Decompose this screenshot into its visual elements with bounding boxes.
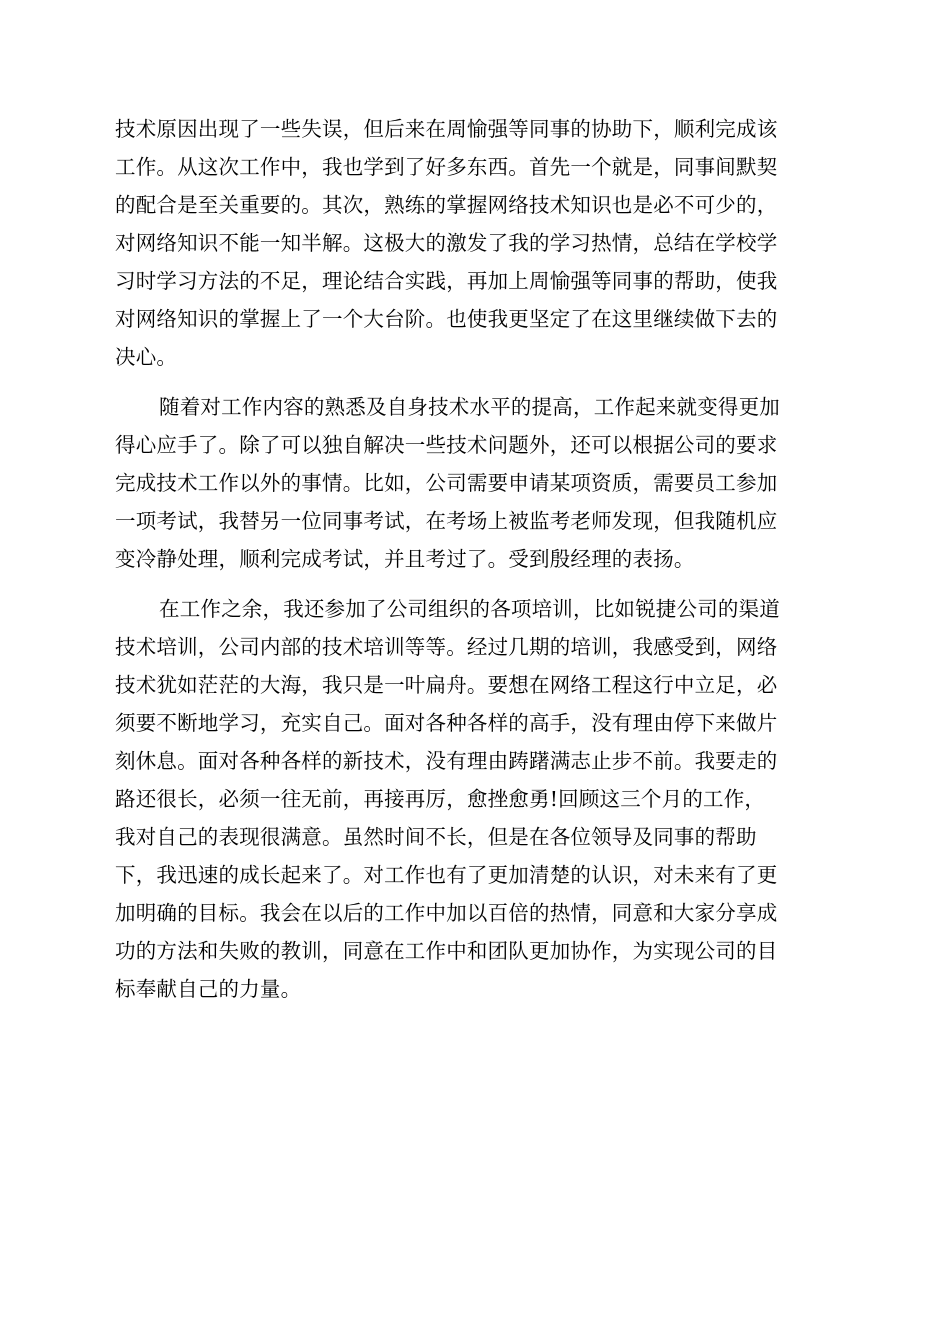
- text-line: 技术培训，公司内部的技术培训等等。经过几期的培训，我感受到，网络: [115, 635, 778, 659]
- text-line: 路还很长，必须一往无前，再接再厉，愈挫愈勇!回顾这三个月的工作，: [115, 787, 766, 811]
- text-line: 对网络知识的掌握上了一个大台阶。也使我更坚定了在这里继续做下去的: [115, 307, 778, 331]
- text-line: 决心。: [115, 345, 178, 369]
- text-line: 技术原因出现了一些失误，但后来在周愉强等同事的协助下，顺利完成该: [115, 117, 778, 141]
- paragraph-1: [115, 110, 835, 376]
- text-line: 我对自己的表现很满意。虽然时间不长，但是在各位领导及同事的帮助: [115, 825, 757, 849]
- text-line: 在工作之余，我还参加了公司组织的各项培训，比如锐捷公司的渠道: [159, 597, 780, 621]
- text-line: 的配合是至关重要的。其次，熟练的掌握网络技术知识也是必不可少的，: [115, 193, 778, 217]
- paragraph-gap: [115, 376, 835, 388]
- text-line: 完成技术工作以外的事情。比如，公司需要申请某项资质，需要员工参加: [115, 471, 778, 495]
- text-line: 刻休息。面对各种各样的新技术，没有理由踌躇满志止步不前。我要走的: [115, 749, 778, 773]
- text-line: 随着对工作内容的熟悉及自身技术水平的提高，工作起来就变得更加: [159, 395, 780, 419]
- paragraph-gap: [115, 578, 835, 590]
- text-line: 得心应手了。除了可以独自解决一些技术问题外，还可以根据公司的要求: [115, 433, 778, 457]
- text-line: 加明确的目标。我会在以后的工作中加以百倍的热情，同意和大家分享成: [115, 901, 778, 925]
- text-line: 对网络知识不能一知半解。这极大的激发了我的学习热情，总结在学校学: [115, 231, 778, 255]
- paragraph-3: [115, 590, 835, 1008]
- text-line: 技术犹如茫茫的大海，我只是一叶扁舟。要想在网络工程这行中立足，必: [115, 673, 778, 697]
- text-line: 一项考试，我替另一位同事考试，在考场上被监考老师发现，但我随机应: [115, 509, 778, 533]
- text-line: 工作。从这次工作中，我也学到了好多东西。首先一个就是，同事间默契: [115, 155, 778, 179]
- text-line: 功的方法和失败的教训，同意在工作中和团队更加协作，为实现公司的目: [115, 939, 778, 963]
- text-line: 标奉献自己的力量。: [115, 977, 302, 1001]
- document-body: [115, 110, 835, 1008]
- text-line: 习时学习方法的不足，理论结合实践，再加上周愉强等同事的帮助，使我: [115, 269, 778, 293]
- text-line: 须要不断地学习，充实自己。面对各种各样的高手，没有理由停下来做片: [115, 711, 778, 735]
- text-line: 下，我迅速的成长起来了。对工作也有了更加清楚的认识，对未来有了更: [115, 863, 778, 887]
- paragraph-2: [115, 388, 835, 578]
- text-line: 变冷静处理，顺利完成考试，并且考过了。受到殷经理的表扬。: [115, 547, 695, 571]
